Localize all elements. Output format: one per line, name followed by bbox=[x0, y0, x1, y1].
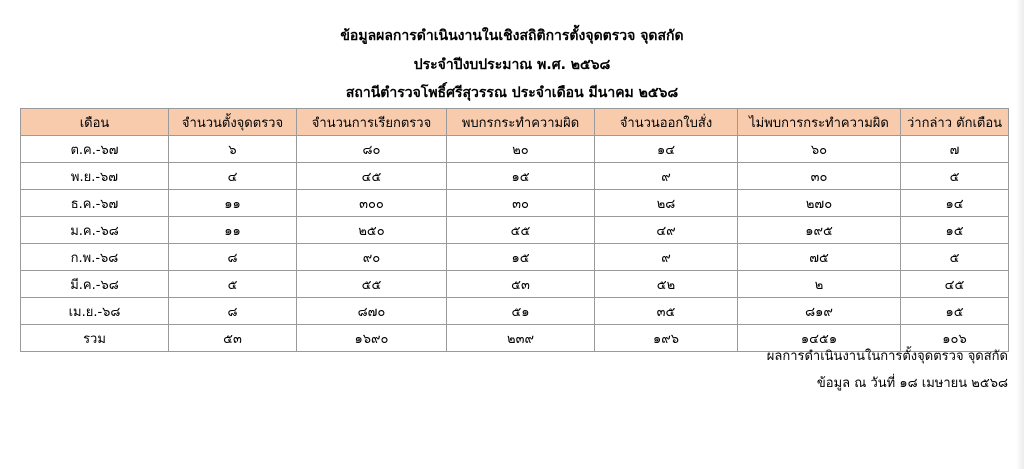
page-edge-shadow bbox=[1016, 0, 1024, 469]
table-cell: ๖๐ bbox=[738, 136, 901, 163]
table-cell: ๕๕ bbox=[447, 217, 595, 244]
table-cell: ๗๕ bbox=[738, 244, 901, 271]
table-cell: ๔๕ bbox=[901, 271, 1009, 298]
footer-data-date: ข้อมูล ณ วันที่ ๑๘ เมษายน ๒๕๖๘ bbox=[816, 376, 1008, 391]
table-row bbox=[21, 136, 1009, 163]
table-row bbox=[21, 298, 1009, 325]
header-checkpoints: จำนวนตั้งจุดตรวจ bbox=[169, 109, 297, 136]
table-cell: ๔ bbox=[169, 163, 297, 190]
table-cell: ต.ค.-๖๗ bbox=[21, 136, 169, 163]
table-cell: ๕๓ bbox=[447, 271, 595, 298]
table-cell: ๙ bbox=[595, 244, 738, 271]
table-cell: ๑๙๕ bbox=[738, 217, 901, 244]
header-inspections: จำนวนการเรียกตรวจ bbox=[297, 109, 447, 136]
table-cell: ๑๕ bbox=[901, 217, 1009, 244]
header-warnings: ว่ากล่าว ตักเตือน bbox=[901, 109, 1009, 136]
table-cell: ๘๗๐ bbox=[297, 298, 447, 325]
table-cell: ก.พ.-๖๘ bbox=[21, 244, 169, 271]
table-cell: ๔๙ bbox=[595, 217, 738, 244]
table-cell: ๒๗๐ bbox=[738, 190, 901, 217]
table-cell: ๑๔๕๑ bbox=[738, 325, 901, 352]
table-cell: ๒๘ bbox=[595, 190, 738, 217]
table-cell: ๘ bbox=[169, 298, 297, 325]
table-row bbox=[21, 217, 1009, 244]
table-cell: ๘๑๙ bbox=[738, 298, 901, 325]
table-cell: ๑๑ bbox=[169, 190, 297, 217]
header-offenses-found: พบกรกระทำความผิด bbox=[447, 109, 595, 136]
table-cell: ๕๕ bbox=[297, 271, 447, 298]
header-no-offense: ไม่พบการกระทำความผิด bbox=[738, 109, 901, 136]
table-cell: ๙๐ bbox=[297, 244, 447, 271]
table-cell: รวม bbox=[21, 325, 169, 352]
table-cell: ๘ bbox=[169, 244, 297, 271]
table-cell: ธ.ค.-๖๗ bbox=[21, 190, 169, 217]
table-row bbox=[21, 271, 1009, 298]
table-cell: ๑๔ bbox=[901, 190, 1009, 217]
table-cell: ๑๔ bbox=[595, 136, 738, 163]
header-tickets-issued: จำนวนออกใบสั่ง bbox=[595, 109, 738, 136]
table-cell: ๑๑ bbox=[169, 217, 297, 244]
table-cell: เม.ย.-๖๘ bbox=[21, 298, 169, 325]
table-cell: ๓๐ bbox=[738, 163, 901, 190]
table-total-row bbox=[21, 325, 1009, 352]
table-cell: ๕ bbox=[901, 163, 1009, 190]
table-cell: ๕ bbox=[169, 271, 297, 298]
table-cell: ๒๐ bbox=[447, 136, 595, 163]
table-header-row bbox=[21, 109, 1009, 136]
table-cell: พ.ย.-๖๗ bbox=[21, 163, 169, 190]
table-row bbox=[21, 244, 1009, 271]
footer-caption: ผลการดำเนินงานในการตั้งจุดตรวจ จุดสกัด bbox=[766, 349, 1008, 364]
fiscal-year-subtitle: ประจำปีงบประมาณ พ.ศ. ๒๕๖๘ bbox=[413, 57, 611, 73]
table-cell: ๑๖๙๐ bbox=[297, 325, 447, 352]
table-cell: ๑๕ bbox=[447, 163, 595, 190]
table-cell: ๒๓๙ bbox=[447, 325, 595, 352]
table-cell: ๓๐ bbox=[447, 190, 595, 217]
table-cell: ๑๕ bbox=[901, 298, 1009, 325]
table-cell: ๕ bbox=[901, 244, 1009, 271]
table-cell: ๗ bbox=[901, 136, 1009, 163]
table-cell: ๑๕ bbox=[447, 244, 595, 271]
table-cell: ๑๐๖ bbox=[901, 325, 1009, 352]
table-cell: ๖ bbox=[169, 136, 297, 163]
table-cell: ม.ค.-๖๘ bbox=[21, 217, 169, 244]
document-title: ข้อมูลผลการดำเนินงานในเชิงสถิติการตั้งจุดตรวจ จุดสกัด bbox=[340, 28, 684, 44]
table-cell: ๓๐๐ bbox=[297, 190, 447, 217]
header-month: เดือน bbox=[21, 109, 169, 136]
table-cell: ๑๙๖ bbox=[595, 325, 738, 352]
table-cell: ๕๒ bbox=[595, 271, 738, 298]
table-cell: ๘๐ bbox=[297, 136, 447, 163]
table-cell: ๓๕ bbox=[595, 298, 738, 325]
table-cell: ๔๕ bbox=[297, 163, 447, 190]
table-cell: ๕๓ bbox=[169, 325, 297, 352]
table-cell: มี.ค.-๖๘ bbox=[21, 271, 169, 298]
table-row bbox=[21, 163, 1009, 190]
table-cell: ๙ bbox=[595, 163, 738, 190]
station-month-subtitle: สถานีตำรวจโพธิ์ศรีสุวรรณ ประจำเดือน มีนาคม ๒๕๖๘ bbox=[345, 85, 679, 101]
table-cell: ๒๕๐ bbox=[297, 217, 447, 244]
table-cell: ๒ bbox=[738, 271, 901, 298]
table-cell: ๕๑ bbox=[447, 298, 595, 325]
table-row bbox=[21, 190, 1009, 217]
checkpoint-statistics-table bbox=[20, 108, 1009, 352]
